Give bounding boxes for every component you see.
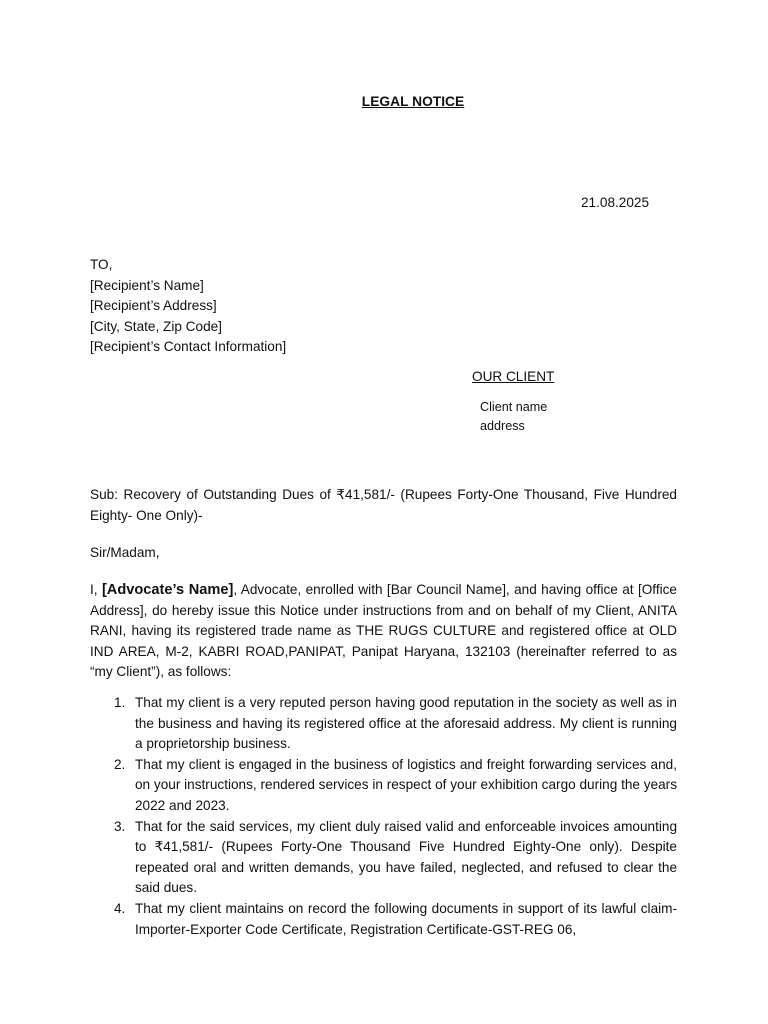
list-item [90,899,677,940]
notice-points-list [90,693,677,940]
point-text: That my client is engaged in the business of logistics and freight forwarding services and, on your instructions, rendered services in respect of your exhibition cargo during the years 2022 and 2023. [135,756,677,813]
client-info-block [480,398,547,435]
client-name: Client name [480,400,548,414]
recipient-city: [City, State, Zip Code] [90,318,222,334]
point-text: That for the said services, my client duly raised valid and enforceable invoices amounting to ₹41,581/- (Rupees Forty-One Thousand Five Hundred Eighty-One only). Despite repeated oral and written demands, you have failed, neglected, and refused to clear the said dues. [135,818,677,896]
point-number: 3. [114,818,126,834]
recipient-name: [Recipient’s Name] [90,277,204,293]
list-item [90,755,677,817]
advocate-name: [Advocate’s Name] [101,582,234,598]
intro-prefix: I, [90,582,102,597]
point-number: 4. [114,900,126,916]
list-item [90,693,677,755]
point-number: 1. [114,695,126,710]
client-address: address [480,418,525,433]
point-number: 2. [114,756,126,772]
recipient-contact: [Recipient’s Contact Information] [90,339,287,355]
point-text: That my client is a very reputed person having good reputation in the society as well as in the business and having its registered office at the aforesaid address. My client is running a proprietorship business. [135,695,677,752]
point-text: That my client maintains on record the following documents in support of its lawful claim- Importer-Exporter Code Certificate, Registration Certificate-GST-REG 06, [135,900,677,937]
notice-date: 21.08.2025 [581,195,650,210]
intro-paragraph [90,580,677,683]
subject-line: Sub: Recovery of Outstanding Dues of ₹41,581/- (Rupees Forty-One Thousand, Five Hundred Eighty- One Only)- [90,487,677,523]
recipient-address: [Recipient’s Address] [90,298,217,314]
recipient-block [90,255,286,358]
list-item [90,817,677,899]
intro-body: , Advocate, enrolled with [Bar Council Name], and having office at [Office Address], do hereby issue this Notice under instructions from and on behalf of my Client, ANITA RANI, having its registered trade name as THE RUGS CULTURE and registered office at OLD IND AREA, M-2, KABRI ROAD,PANIPAT, Panipat Haryana, 132103 (hereinafter referred to as “my Client”), as follows: [90,582,677,680]
document-title: LEGAL NOTICE [361,94,465,109]
our-client-heading: OUR CLIENT [472,369,555,384]
salutation: Sir/Madam, [90,545,160,560]
to-label: TO, [90,257,113,272]
